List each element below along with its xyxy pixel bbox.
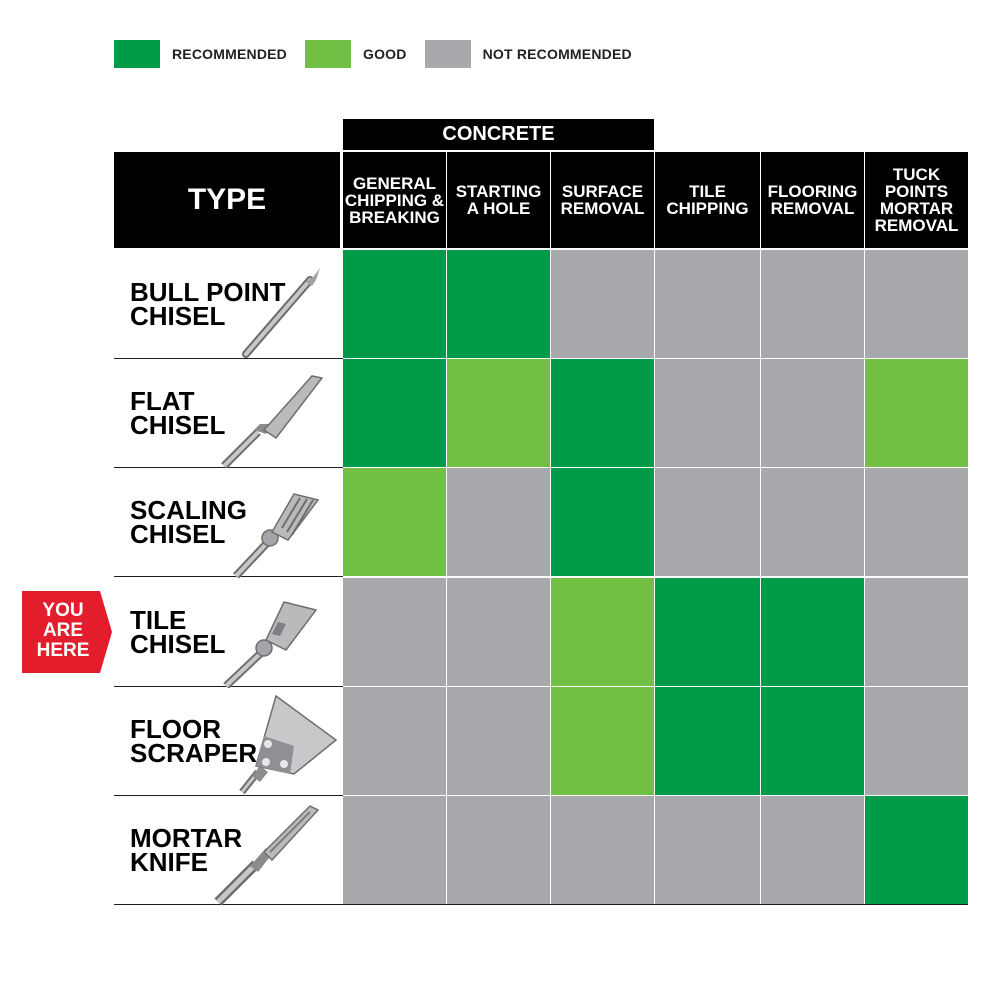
row-label: FLAT CHISEL — [130, 386, 226, 440]
heatmap-cell — [447, 687, 550, 795]
heatmap-cell — [343, 687, 446, 795]
heatmap-cell — [865, 578, 968, 686]
heatmap-cell — [655, 250, 760, 358]
row-divider — [114, 795, 343, 796]
heatmap-cell — [655, 687, 760, 795]
tile-chisel-icon — [220, 596, 330, 688]
heatmap-cell — [761, 687, 864, 795]
heatmap-cell — [655, 468, 760, 576]
heatmap-cell — [551, 796, 654, 904]
legend-label-recommended: RECOMMENDED — [172, 46, 287, 62]
heatmap-cell — [343, 468, 446, 576]
heatmap-cell — [655, 796, 760, 904]
row-label: FLOOR SCRAPER — [130, 714, 258, 768]
heatmap-cell — [551, 250, 654, 358]
heatmap-cell — [551, 468, 654, 576]
you-are-here-text: YOU ARE HERE — [36, 600, 90, 661]
heatmap-cell — [865, 687, 968, 795]
heatmap-cell — [343, 796, 446, 904]
heatmap-cell — [551, 359, 654, 467]
flat-chisel-icon — [218, 368, 328, 468]
heatmap-cell — [761, 359, 864, 467]
column-header: SURFACE REMOVAL — [551, 152, 654, 248]
row-label: BULL POINT CHISEL — [130, 277, 286, 331]
column-header: TUCK POINTS MORTAR REMOVAL — [865, 152, 968, 248]
heatmap-cell — [343, 578, 446, 686]
heatmap-cell — [761, 468, 864, 576]
mortar-knife-icon — [210, 802, 326, 906]
column-header: GENERAL CHIPPING & BREAKING — [343, 152, 446, 248]
heatmap-cell — [761, 796, 864, 904]
heatmap-cell — [865, 796, 968, 904]
row-label: MORTAR KNIFE — [130, 823, 243, 877]
heatmap-cell — [447, 796, 550, 904]
table-bottom-border — [343, 904, 968, 905]
bull-point-chisel-icon — [238, 266, 328, 358]
heatmap-cell — [343, 359, 446, 467]
row-divider — [114, 358, 343, 359]
heatmap-cell — [865, 359, 968, 467]
heatmap-cell — [865, 468, 968, 576]
legend-label-not-recommended: NOT RECOMMENDED — [482, 46, 632, 62]
heatmap-cell — [343, 250, 446, 358]
heatmap-cell — [447, 250, 550, 358]
floor-scraper-icon — [236, 694, 340, 794]
heatmap-cell — [761, 578, 864, 686]
legend-label-good: GOOD — [362, 46, 407, 62]
type-column-header: TYPE — [114, 152, 340, 248]
heatmap-cell — [865, 250, 968, 358]
row-label: SCALING CHISEL — [130, 495, 247, 549]
column-header: STARTING A HOLE — [447, 152, 550, 248]
heatmap-cell — [447, 578, 550, 686]
heatmap-cell — [655, 359, 760, 467]
group-header-concrete: CONCRETE — [343, 119, 654, 150]
heatmap-cell — [551, 687, 654, 795]
column-header: TILE CHIPPING — [655, 152, 760, 248]
heatmap-cell — [447, 468, 550, 576]
heatmap-cell — [447, 359, 550, 467]
heatmap-cell — [655, 578, 760, 686]
column-header: FLOORING REMOVAL — [761, 152, 864, 248]
heatmap-cell — [761, 250, 864, 358]
row-label: TILE CHISEL — [130, 605, 226, 659]
heatmap-cell — [551, 578, 654, 686]
scaling-chisel-icon — [230, 486, 330, 578]
